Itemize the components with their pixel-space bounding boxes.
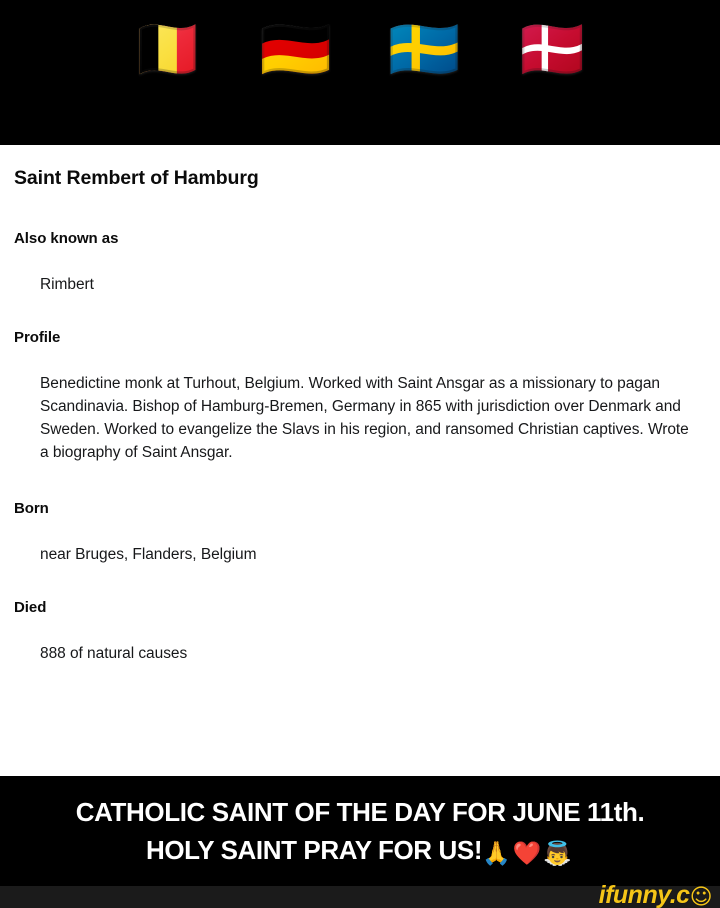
section-body-profile: Benedictine monk at Turhout, Belgium. Worked with Saint Ansgar as a missionary to pagan Scandinavia. Bishop of Hamburg-Bremen, Germany in 865 with jurisdiction over Denmark and Sweden. Worked to evangelize the Slavs in his region, and ransomed Christian captives. Wrote a biography of Saint Ansgar. — [40, 375, 689, 461]
praying-hands-icon: 🙏 — [482, 841, 513, 867]
section-heading-profile: Profile — [14, 329, 61, 346]
section-heading-born: Born — [14, 500, 49, 517]
flag-belgium-icon: 🇧🇪 — [131, 14, 204, 83]
watermark-text: ifunny.c — [598, 881, 690, 908]
flag-denmark-icon: 🇩🇰 — [516, 14, 589, 83]
footer-strip — [0, 881, 720, 908]
flag-sweden-icon: 🇸🇪 — [388, 14, 461, 83]
red-heart-icon: ❤️ — [512, 841, 544, 867]
baby-angel-icon: 👼 — [543, 841, 575, 867]
page-title: Saint Rembert of Hamburg — [14, 167, 259, 189]
meme-caption — [0, 776, 720, 886]
caption-line-2-text: HOLY SAINT PRAY FOR US! — [145, 835, 483, 865]
section-body-also-known-as: Rimbert — [40, 276, 94, 293]
section-body-born: near Bruges, Flanders, Belgium — [40, 546, 257, 563]
flag-banner — [0, 0, 720, 145]
section-heading-also-known-as: Also known as — [14, 230, 119, 247]
caption-line-2-wrapper — [146, 831, 574, 873]
flag-germany-icon: 🇩🇪 — [259, 14, 332, 83]
section-heading-died: Died — [14, 599, 47, 616]
smiley-icon: ☺ — [689, 885, 712, 908]
section-body-died: 888 of natural causes — [40, 645, 188, 662]
ifunny-watermark — [599, 883, 712, 908]
saint-article — [0, 145, 720, 776]
caption-line-1: CATHOLIC SAINT OF THE DAY FOR JUNE 11th. — [75, 797, 645, 827]
